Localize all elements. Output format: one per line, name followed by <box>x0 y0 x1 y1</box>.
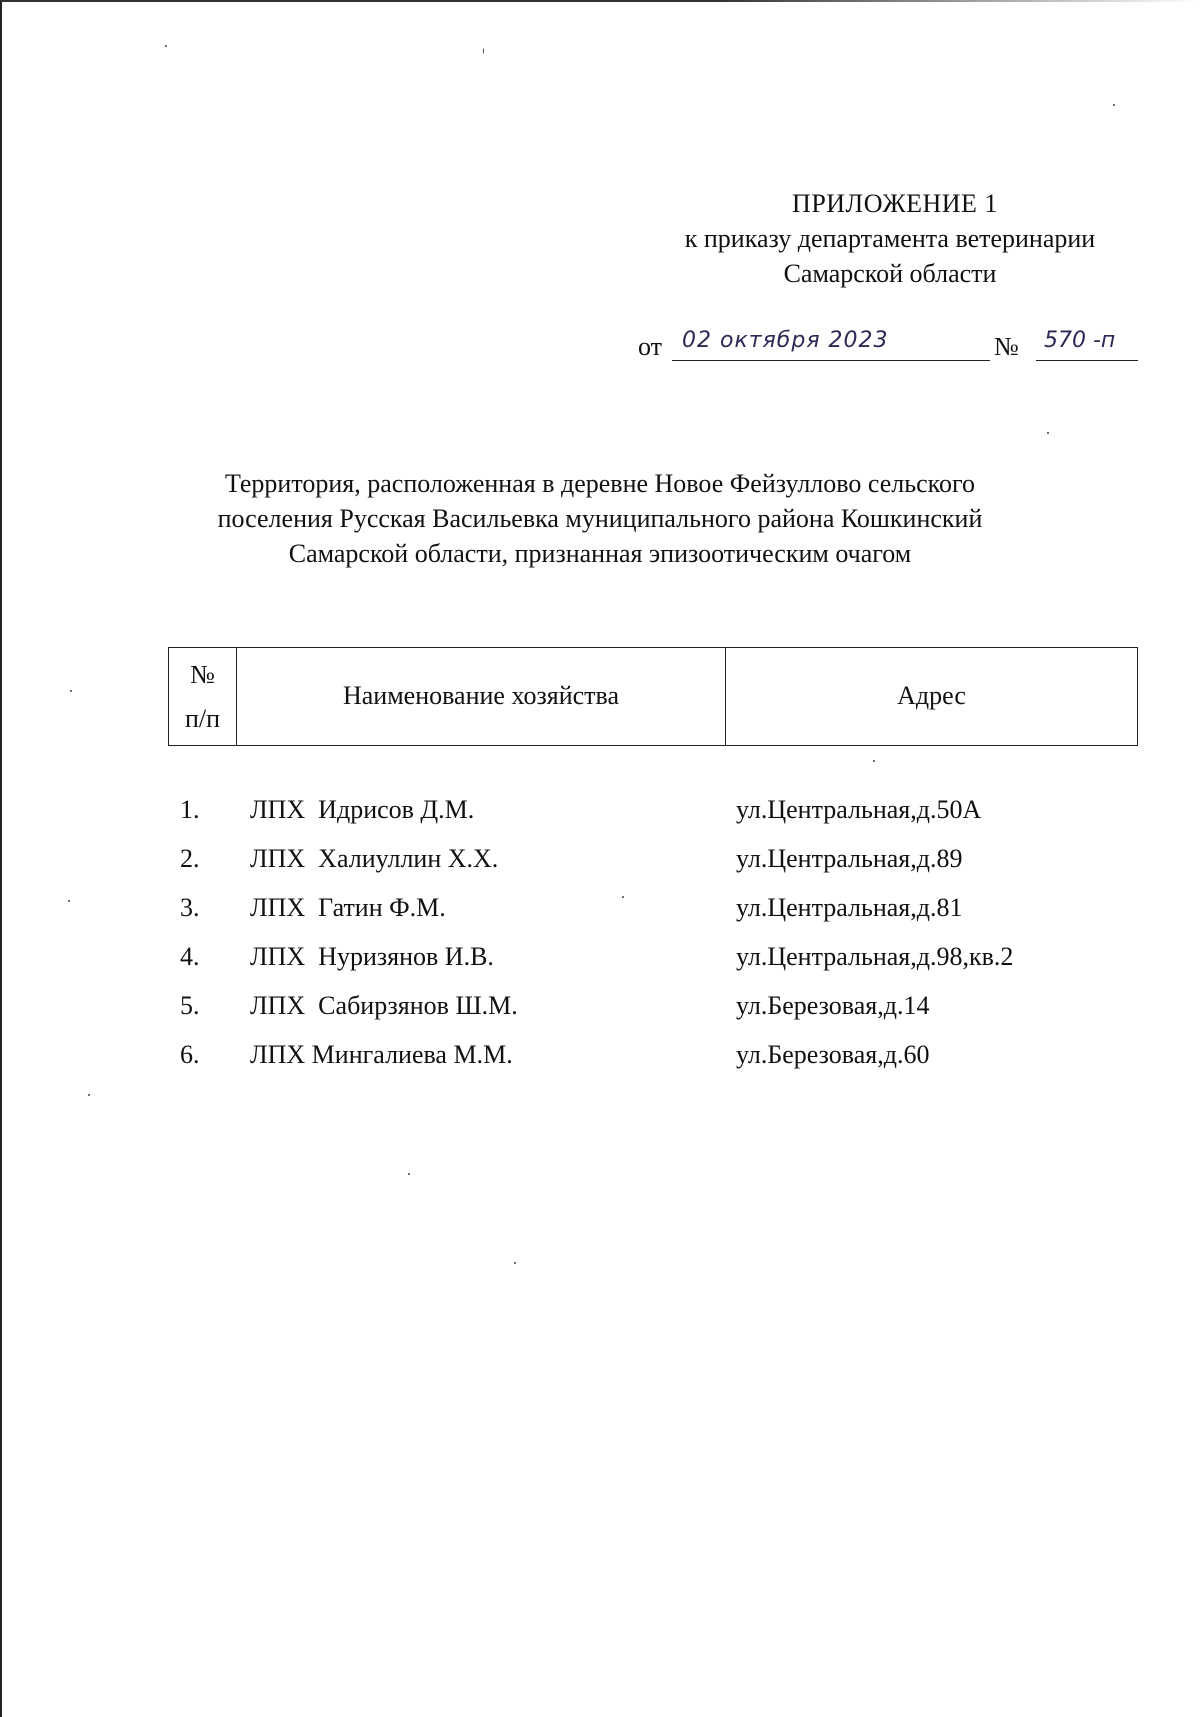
row-address: ул.Центральная,д.50А <box>736 795 982 824</box>
header-number-pp: п/п <box>184 703 221 733</box>
order-from-label: от <box>638 332 663 361</box>
scan-speck <box>514 1262 516 1264</box>
row-farm-name: ЛПХ Халиуллин Х.Х. <box>250 844 499 873</box>
document-title <box>150 466 1050 571</box>
list-item <box>168 942 1138 991</box>
scan-speck <box>408 1173 410 1175</box>
order-date-handwritten: 02 октября 2023 <box>682 328 889 353</box>
header-name-label: Наименование хозяйства <box>342 680 619 710</box>
row-farm-name: ЛПХ Гатин Ф.М. <box>250 893 446 922</box>
row-number: 2. <box>180 844 200 873</box>
header-name-cell <box>237 648 726 745</box>
row-address: ул.Березовая,д.60 <box>736 1040 930 1069</box>
row-address: ул.Центральная,д.81 <box>736 893 963 922</box>
row-farm-name: ЛПХ Сабирзянов Ш.М. <box>250 991 518 1020</box>
table-header <box>168 647 1138 746</box>
scan-edge <box>0 0 2 1717</box>
list-item <box>168 795 1138 844</box>
scan-speck <box>68 900 70 902</box>
title-line: Территория, расположенная в деревне Новое Фейзуллово сельского <box>225 469 975 498</box>
scan-speck <box>873 760 875 762</box>
header-number-cell <box>169 648 237 745</box>
scan-speck <box>70 690 72 692</box>
order-number-label: № <box>994 332 1019 361</box>
row-number: 3. <box>180 893 200 922</box>
row-farm-name: ЛПХ Идрисов Д.М. <box>250 795 475 824</box>
scan-speck <box>483 48 484 54</box>
scan-speck <box>1047 432 1049 434</box>
list-item <box>168 1040 1138 1089</box>
row-farm-name: ЛПХ Мингалиева М.М. <box>250 1040 513 1069</box>
header-address-cell <box>726 648 1137 745</box>
row-address: ул.Березовая,д.14 <box>736 991 930 1020</box>
title-line: поселения Русская Васильевка муниципального района Кошкинский <box>217 504 983 533</box>
list-item <box>168 893 1138 942</box>
appendix-order-ref: к приказу департамента ветеринарии <box>684 224 1096 253</box>
header-number-sign: № <box>190 659 215 689</box>
title-line: Самарской области, признанная эпизоотическим очагом <box>288 539 912 568</box>
row-address: ул.Центральная,д.98,кв.2 <box>736 942 1014 971</box>
list-item <box>168 844 1138 893</box>
farm-list <box>168 795 1138 1089</box>
appendix-header <box>640 186 1140 291</box>
appendix-title: ПРИЛОЖЕНИЕ 1 <box>792 189 998 218</box>
scan-top-edge <box>0 0 1200 2</box>
order-number-field <box>1036 326 1138 361</box>
header-address-label: Адрес <box>897 680 966 710</box>
scan-speck <box>88 1094 90 1096</box>
appendix-region: Самарской области <box>783 259 997 288</box>
order-date-number <box>638 326 1138 366</box>
scan-speck <box>165 45 167 47</box>
row-address: ул.Центральная,д.89 <box>736 844 963 873</box>
row-number: 6. <box>180 1040 200 1069</box>
row-number: 5. <box>180 991 200 1020</box>
row-number: 4. <box>180 942 200 971</box>
order-date-field <box>672 326 990 361</box>
order-number-handwritten: 570 -п <box>1044 328 1116 353</box>
list-item <box>168 991 1138 1040</box>
row-farm-name: ЛПХ Нуризянов И.В. <box>250 942 494 971</box>
row-number: 1. <box>180 795 200 824</box>
scan-speck <box>1113 104 1115 106</box>
